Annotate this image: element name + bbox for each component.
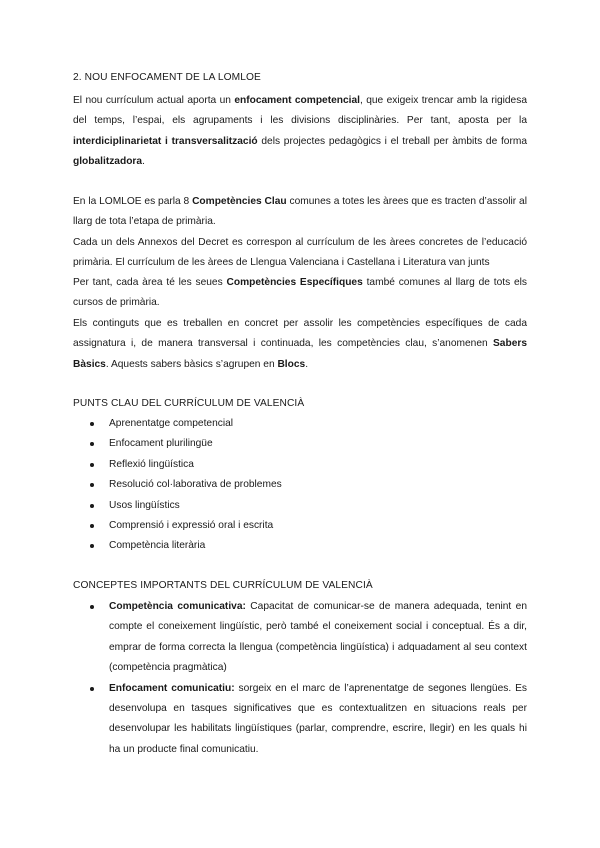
punts-clau-list <box>73 414 282 557</box>
list-item: Reflexió lingüística <box>73 455 282 475</box>
list-item-competencia-comunicativa: Competència comunicativa: Capacitat de comunicar-se de manera adequada, tenint en compte el coneixement lingüístic, però també el coneixement social i conceptual. És a dir, emprar de forma correcta la llengua (competència lingüística) i adquadament al seu context (competència pragmàtica) <box>73 597 527 679</box>
list-item: Resolució col·laborativa de problemes <box>73 475 282 495</box>
list-item: Comprensió i expressió oral i escrita <box>73 516 282 536</box>
list-item: Enfocament plurilingüe <box>73 434 282 454</box>
paragraph-competencies-especifiques: Per tant, cada àrea té les seues Competències Específiques també comunes al llarg de tots els cursos de primària. <box>73 277 527 309</box>
paragraph-competencies-clau: En la LOMLOE es parla 8 Competències Clau comunes a totes les àrees que es tracten d’assolir al llarg de tota l’etapa de primària. <box>73 196 527 228</box>
section-heading-nou-enfocament: 2. NOU ENFOCAMENT DE LA LOMLOE <box>73 72 261 83</box>
paragraph-sabers-basics: Els continguts que es treballen en concret per assolir les competències específiques de cada assignatura i, de manera transversal i continuada, les competències clau, s’anomenen Sabers Bàsics. Aquests sabers bàsics s’agrupen en Blocs. <box>73 318 527 370</box>
paragraph-annexos-decret: Cada un dels Annexos del Decret es correspon al currículum de les àrees concretes de l’educació primària. El currículum de les àrees de Llengua Valenciana i Castellana i Literatura van junts <box>73 237 527 269</box>
section-heading-punts-clau: PUNTS CLAU DEL CURRÍCULUM DE VALENCIÀ <box>73 398 305 409</box>
list-item: Competència literària <box>73 536 282 556</box>
list-item-enfocament-comunicatiu: Enfocament comunicatiu: sorgeix en el marc de l’aprenentatge de segones llengües. Es desenvolupa en tasques significatives que es contextualitzen en situacions reals per desenvolupar les habilitats lingüístiques (parlar, comprendre, escrire, llegir) en les quals hi ha un producte final comunicatiu. <box>73 679 527 761</box>
section-heading-conceptes-importants: CONCEPTES IMPORTANTS DEL CURRÍCULUM DE VALENCIÀ <box>73 580 373 591</box>
list-item: Usos lingüístics <box>73 496 282 516</box>
paragraph-enfocament-competencial: El nou currículum actual aporta un enfocament competencial, que exigeix trencar amb la rigidesa del temps, l’espai, els agrupaments i les divisions disciplinàries. Per tant, aposta per la interdiciplinarietat i transversalització dels projectes pedagògics i el treball per àmbits de forma globalitzadora. <box>73 95 528 167</box>
conceptes-list <box>73 597 527 760</box>
list-item: Aprenentatge competencial <box>73 414 282 434</box>
